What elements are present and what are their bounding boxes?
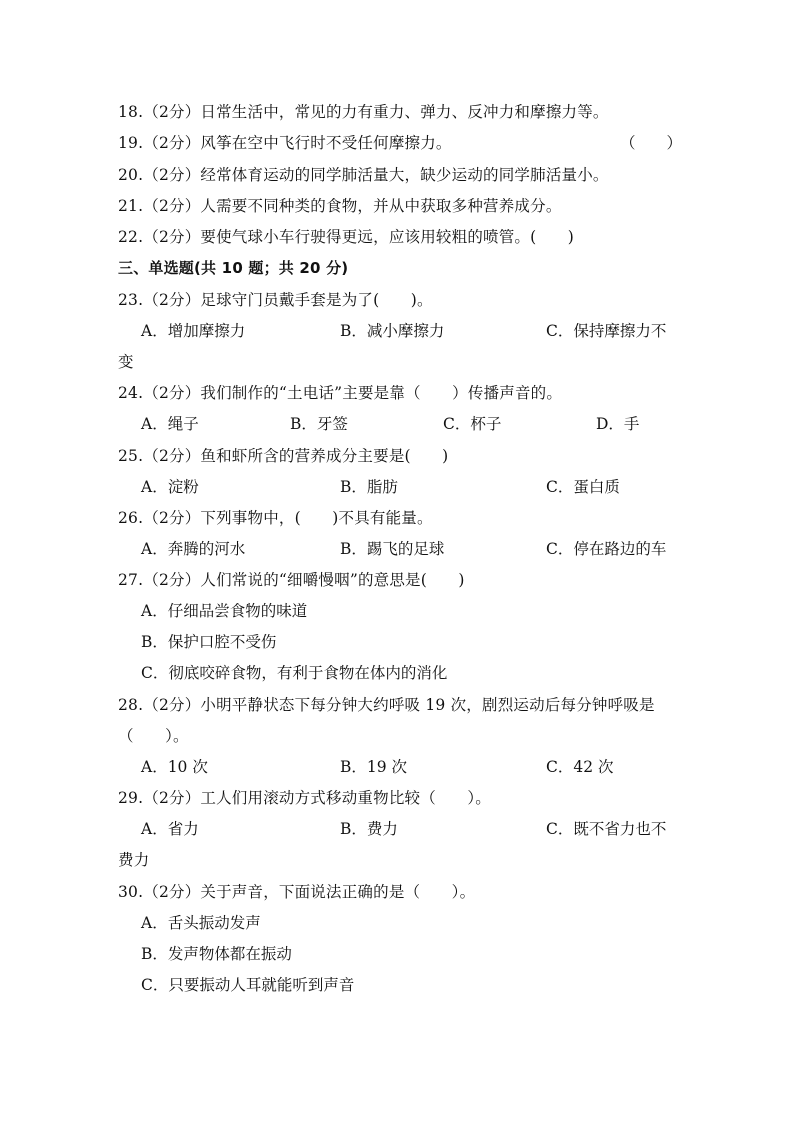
question-20: 20.（2分）经常体育运动的同学肺活量大，缺少运动的同学肺活量小。	[118, 166, 609, 184]
question-25-option-b: B．脂肪	[340, 478, 398, 496]
question-26-option-a: A．奔腾的河水	[141, 540, 246, 558]
question-19: 19.（2分）风筝在空中飞行时不受任何摩擦力。	[118, 134, 452, 152]
question-23-option-b: B．减小摩擦力	[340, 322, 445, 340]
question-26-option-b: B．踢飞的足球	[340, 540, 445, 558]
question-30-option-c: C．只要振动人耳就能听到声音	[141, 976, 355, 994]
question-23-option-c-cont: 变	[118, 353, 134, 371]
question-29-stem: 29.（2分）工人们用滚动方式移动重物比较（ ）。	[118, 789, 491, 807]
question-23-option-a: A．增加摩擦力	[141, 322, 246, 340]
question-28-option-b: B．19 次	[340, 758, 408, 776]
answer-blank-19: （ ）	[620, 134, 683, 152]
question-25-option-c: C．蛋白质	[546, 478, 620, 496]
question-27-stem: 27.（2分）人们常说的“细嚼慢咽”的意思是( )	[118, 571, 465, 589]
question-23-option-c: C．保持摩擦力不	[546, 322, 667, 340]
question-18: 18.（2分）日常生活中，常见的力有重力、弹力、反冲力和摩擦力等。	[118, 103, 609, 121]
section-title: 三、单选题(共 10 题；共 20 分)	[118, 259, 349, 277]
question-30-stem: 30.（2分）关于声音，下面说法正确的是（ ）。	[118, 883, 476, 901]
question-28-option-a: A．10 次	[141, 758, 208, 776]
question-29-option-c: C．既不省力也不	[546, 820, 667, 838]
question-25-option-a: A．淀粉	[141, 478, 199, 496]
question-24-option-b: B．牙签	[290, 415, 348, 433]
question-29-option-a: A．省力	[141, 820, 199, 838]
question-23-stem: 23.（2分）足球守门员戴手套是为了( )。	[118, 291, 433, 309]
question-26-option-c: C．停在路边的车	[546, 540, 667, 558]
question-30-option-b: B．发声物体都在振动	[141, 945, 292, 963]
question-24-option-d: D．手	[596, 415, 640, 433]
question-22: 22.（2分）要使气球小车行驶得更远，应该用较粗的喷管。( )	[118, 228, 575, 246]
question-24-option-a: A．绳子	[141, 415, 199, 433]
question-25-stem: 25.（2分）鱼和虾所含的营养成分主要是( )	[118, 447, 449, 465]
question-30-option-a: A．舌头振动发声	[141, 914, 261, 932]
question-24-stem: 24.（2分）我们制作的“土电话”主要是靠（ ）传播声音的。	[118, 384, 563, 402]
question-21: 21.（2分）人需要不同种类的食物，并从中获取多种营养成分。	[118, 197, 562, 215]
question-27-option-a: A．仔细品尝食物的味道	[141, 602, 308, 620]
question-27-option-b: B．保护口腔不受伤	[141, 633, 277, 651]
question-28-stem-cont: （ ）。	[118, 727, 189, 745]
question-26-stem: 26.（2分）下列事物中，( )不具有能量。	[118, 509, 433, 527]
question-24-option-c: C．杯子	[443, 415, 502, 433]
question-29-option-c-cont: 费力	[118, 851, 150, 869]
question-28-stem: 28.（2分）小明平静状态下每分钟大约呼吸 19 次，剧烈运动后每分钟呼吸是	[118, 696, 655, 714]
question-27-option-c: C．彻底咬碎食物，有利于食物在体内的消化	[141, 664, 448, 682]
question-28-option-c: C．42 次	[546, 758, 614, 776]
question-29-option-b: B．费力	[340, 820, 398, 838]
